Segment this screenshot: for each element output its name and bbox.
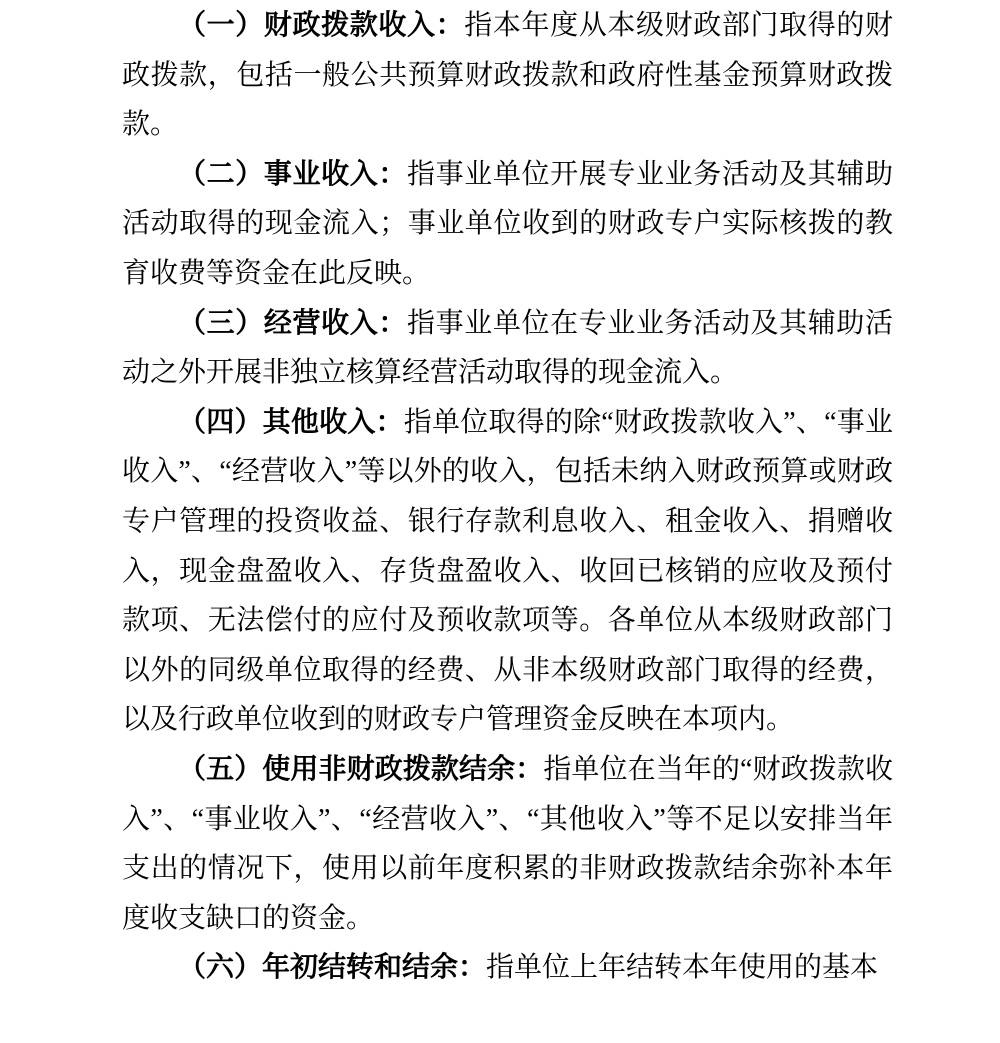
paragraph-body: 指事业单位在专业业务活动及其辅助活动之外开展非独立核算经营活动取得的现金流入。 <box>122 307 893 389</box>
paragraph-body: 指单位上年结转本年使用的基本 <box>486 952 879 984</box>
paragraph-fiscal-appropriation-income <box>122 1 893 150</box>
paragraph-head: （四）其他收入： <box>178 406 404 438</box>
paragraph-non-fiscal-surplus-use <box>122 745 893 943</box>
paragraph-business-income <box>122 299 893 398</box>
paragraph-other-income <box>122 398 893 745</box>
paragraph-body: 指事业单位开展专业业务活动及其辅助活动取得的现金流入；事业单位收到的财政专户实际核拨的教育收费等资金在此反映。 <box>122 158 893 289</box>
paragraph-body: 指本年度从本级财政部门取得的财政拨款，包括一般公共预算财政拨款和政府性基金预算财政拨款。 <box>122 10 893 141</box>
paragraph-head: （二）事业收入： <box>178 158 407 190</box>
paragraph-beginning-year-carryover <box>122 943 893 993</box>
paragraph-operating-income-public <box>122 150 893 299</box>
paragraph-head: （五）使用非财政拨款结余： <box>178 753 544 785</box>
paragraph-head: （三）经营收入： <box>178 307 407 339</box>
paragraph-body: 指单位取得的除“财政拨款收入”、“事业收入”、“经营收入”等以外的收入，包括未纳入财政预算或财政专户管理的投资收益、银行存款利息收入、租金收入、捐赠收入，现金盘盈收入、存货盘盈收入、收回已核销的应收及预付款项、无法偿付的应付及预收款项等。各单位从本级财政部门以外的同级单位取得的经费、从非本级财政部门取得的经费，以及行政单位收到的财政专户管理资金反映在本项内。 <box>122 406 893 736</box>
paragraph-head: （一）财政拨款收入： <box>178 10 465 41</box>
paragraph-head: （六）年初结转和结余： <box>178 952 487 984</box>
paragraph-body: 指单位在当年的“财政拨款收入”、“事业收入”、“经营收入”、“其他收入”等不足以安排当年支出的情况下，使用以前年度积累的非财政拨款结余弥补本年度收支缺口的资金。 <box>122 753 893 934</box>
